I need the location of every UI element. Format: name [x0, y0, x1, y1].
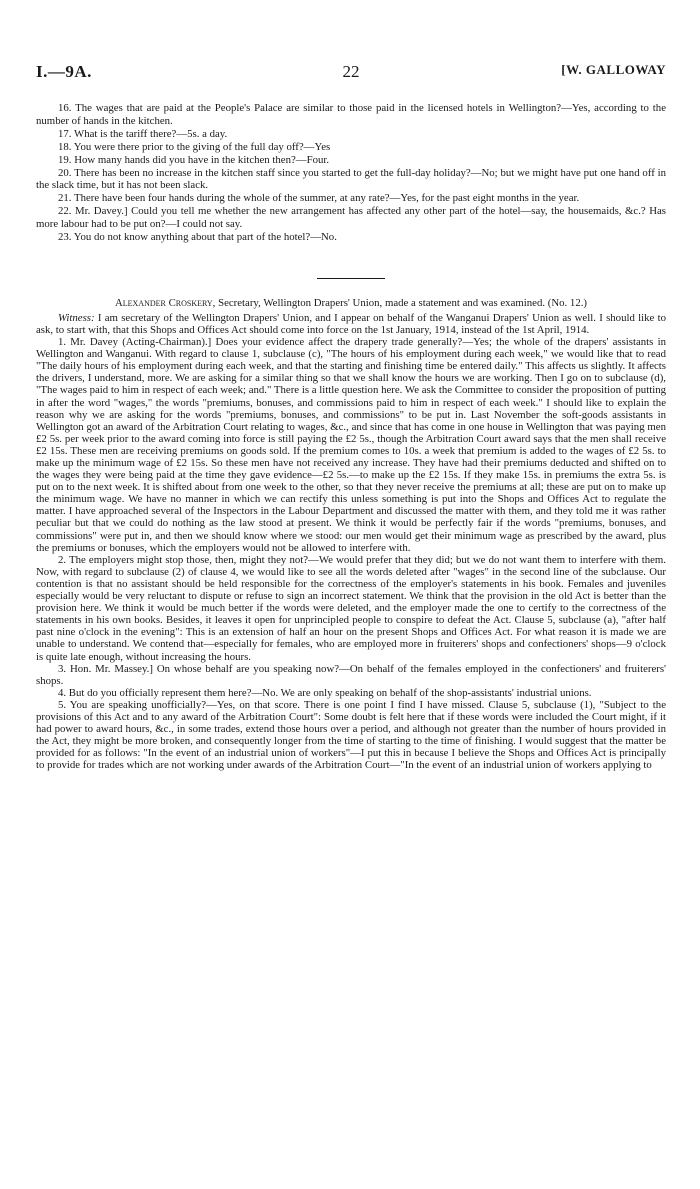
qa-item: 16. The wages that are paid at the People's Palace are similar to those paid in the licensed hotels in Wellington?—Yes, according to the number of hands in the kitchen. — [36, 102, 666, 127]
witness-name: Alexander Croskery — [114, 296, 213, 309]
witness-description: , Secretary, Wellington Drapers' Union, made a statement and was examined. (No. 12.) — [212, 296, 588, 309]
statement-paragraph: 5. You are speaking unofficially?—Yes, on that score. There is one point I find I have missed. Clause 5, subclause (1), "Subject to the provisions of this Act and to any award of the Arbitration Court": Some doubt is felt here that if these words were included the Court might, if it had power to award hours, &c., in some trades, extend those hours over a period, and although not greater than the number of hours provided in the Act, they might be more broken, and consequently longer from the time of starting to the time of finishing. I would suggest that the matter be provided for as follows: "In the event of an industrial union of workers"—I put this in because I believe the Shops and Offices Act is principally to provide for trades which are not working under awards of the Arbitration Court—"In the event of an industrial union of workers applying to — [36, 698, 666, 772]
page-number: 22 — [342, 62, 360, 81]
statement-paragraph: 2. The employers might stop those, then, might they not?—We would prefer that they did; but we do not want them to interfere with them. Now, with regard to subclause (2) of clause 4, we would like to see all the words deleted after "wages" in the second line of the subclause. Our contention is that no assistant should be held responsible for the correctness of the employer's statements in his book. Females and juveniles especially would be very reluctant to dispute or refuse to sign an incorrect statement. We think that the provision in the old Act is better than the provision here. We think it would be much better if the words were deleted, and the employer made the one to certify to the correctness of the statements in his own books. Besides, it leaves it open for unprincipled people to conspire to defeat the Act. Clause 5, subclause (a), "after half past nine o'clock in the evening": This is an extension of half an hour on the present Shops and Offices Act. For what reason it is made we are unable to understand. We contend that—especially for females, who are employed more in fruiterers' shops and confectioners' shops—9 o'clock is quite late enough, without increasing the hours. — [36, 553, 666, 663]
qa-item: 22. Mr. Davey.] Could you tell me whether the new arrangement has affected any other part of the hotel—say, the housemaids, &c.? Has more labour had to be put on?—I could not say. — [36, 205, 666, 231]
document-page — [36, 52, 666, 771]
qa-item: 18. You were there prior to the giving of the full day off?—Yes — [58, 140, 331, 153]
qa-item: 23. You do not know anything about that part of the hotel?—No. — [58, 231, 337, 244]
parliamentary-paper-reference: I.—9A. — [36, 62, 92, 81]
statement-paragraph: 4. But do you officially represent them here?—No. We are only speaking on behalf of the shop-assistants' industrial unions. — [58, 686, 592, 699]
statement-paragraph: 3. Hon. Mr. Massey.] On whose behalf are you speaking now?—On behalf of the females employed in the confectioners' and fruiterers' shops. — [36, 662, 666, 687]
qa-item: 17. What is the tariff there?—5s. a day. — [58, 127, 228, 140]
qa-item: 21. There have been four hands during the whole of the summer, at any rate?—Yes, for the past eight months in the year. — [58, 192, 580, 205]
qa-item: 19. How many hands did you have in the kitchen then?—Four. — [58, 153, 330, 166]
page-header — [36, 52, 666, 92]
section-divider — [317, 278, 385, 279]
qa-item: 20. There has been no increase in the kitchen staff since you started to get the full-day holiday?—No; but we might have put one hand off in the slack time, but it has not been slack. — [36, 166, 666, 192]
statement-opening: I am secretary of the Wellington Drapers' Union, and I appear on behalf of the Wanganui Drapers' Union as well. I should like to ask, to start with, that this Shops and Offices Act should come into force on the 1st January, 1914, instead of the 1st April, 1914. — [36, 311, 666, 336]
statement-paragraph — [36, 312, 666, 336]
witness-running-head: [W. GALLOWAY — [561, 62, 666, 77]
witness-statement — [36, 312, 666, 772]
witness-label: Witness: — [58, 311, 95, 324]
question-answer-block — [36, 102, 666, 244]
statement-paragraph: 1. Mr. Davey (Acting-Chairman).] Does your evidence affect the drapery trade generally?—Yes; the whole of the drapers' assistants in Wellington and Wanganui. With regard to clause 1, subclause (c), "The hours of his employment during each week," we would like that to read "The daily hours of his employment during each week, and that the starting and finishing time be entered daily." This affects us slightly. It affects the drivers, I understand, more. We are asking for a similar thing so that we shall know the hours we are working. Then I go on to subclause (d), "The wages paid to him in respect of each week; and." There is a little question here. We ask the Committee to consider the proposition of putting in after the word "wages," the words "premiums, bonuses, and commissions paid to him in respect of each week." I should like to explain the reason why we are asking for the words "premiums, bonuses, and commissions" to be put in. Last November the soft-goods assistants in Wellington got an award of the Arbitration Court relating to wages, &c., and since that has come in one house in Wellington that was paying men £2 5s. per week prior to the award coming into force is still paying the £2 5s., though the Arbitration Court award says that the men shall receive £2 15s. These men are receiving premiums on goods sold. If the premium comes to 10s. a week that premium is added to the wages of £2 5s. to make up the minimum wage of £2 15s. So these men have not received any increase. They have had their premiums deducted and shifted on to the wages they were being paid at the time they gave evidence—£2 5s.—to make up the £2 15s. If they make 15s. in premiums the extra 5s. is put on to the next week. It is shifted about from one week to the other, so that they never receive the premiums at all; these are put on to make up the minimum wage. We have no manner in which we can rectify this unless something is put into the Shops and Offices Act to regulate the matter. I have approached several of the Inspectors in the Labour Department and discussed the matter with them, and they told me it was rather peculiar but that we could do nothing as the law stood at present. We think it would be perfectly fair if the words "premiums, bonuses, and commissions" were put in, and then we should know where we stood: our men would get their minimum wage as prescribed by the award, plus the premiums or bonuses, which the employers would not be allowed to interfere with. — [36, 336, 666, 554]
witness-introduction — [36, 297, 666, 310]
